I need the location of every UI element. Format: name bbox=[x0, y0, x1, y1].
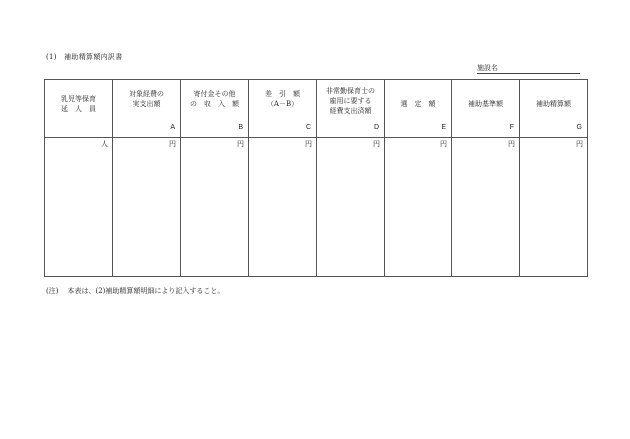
footnote bbox=[46, 286, 224, 296]
unit-label: 円 bbox=[373, 140, 380, 148]
header-line: 対象経費の bbox=[129, 90, 164, 98]
unit-label: 円 bbox=[169, 140, 176, 148]
column-header-infant-care-person-days bbox=[45, 80, 113, 138]
header-row bbox=[45, 80, 588, 138]
column-letter: D bbox=[373, 124, 379, 131]
unit-label: 円 bbox=[576, 140, 583, 148]
unit-label: 円 bbox=[237, 140, 244, 148]
form-title: (1) 補助精算額内訳書 bbox=[46, 53, 123, 61]
facility-name-field[interactable] bbox=[477, 64, 580, 74]
header-line: の 収 入 額 bbox=[190, 100, 239, 108]
header-line: 補助基準額 bbox=[468, 100, 503, 108]
column-letter: G bbox=[576, 124, 582, 131]
header-line: 延 人 員 bbox=[61, 105, 96, 113]
column-letter: F bbox=[509, 124, 514, 131]
header-line: 雇用に要する bbox=[329, 97, 372, 105]
cell-actual-expenditure[interactable] bbox=[113, 138, 181, 277]
cell-subsidy-settlement-amount[interactable] bbox=[520, 138, 588, 277]
cell-subsidy-standard-amount[interactable] bbox=[452, 138, 520, 277]
footnote-text: 本表は、(2)補助精算額明細により記入すること。 bbox=[67, 287, 225, 295]
unit-label: 人 bbox=[101, 140, 108, 148]
column-header-part-time-staff-expenses bbox=[317, 80, 385, 138]
column-header-subsidy-standard-amount bbox=[452, 80, 520, 138]
cell-part-time-staff-expenses[interactable] bbox=[317, 138, 385, 277]
header-line: 差 引 額 bbox=[265, 90, 300, 98]
header-line: 経費支出済額 bbox=[329, 107, 372, 115]
column-header-difference bbox=[249, 80, 317, 138]
header-line: 実支出額 bbox=[132, 100, 161, 108]
cell-infant-care-person-days[interactable] bbox=[45, 138, 113, 277]
column-letter: C bbox=[305, 124, 311, 131]
header-line: 選 定 額 bbox=[400, 100, 436, 108]
column-letter: B bbox=[238, 124, 243, 131]
unit-label: 円 bbox=[508, 140, 515, 148]
column-header-actual-expenditure bbox=[113, 80, 181, 138]
column-letter: A bbox=[170, 124, 175, 131]
header-line: （A－B） bbox=[266, 100, 299, 108]
settlement-breakdown-table bbox=[44, 79, 588, 277]
column-header-subsidy-settlement-amount bbox=[520, 80, 588, 138]
header-line: 乳児等保育 bbox=[61, 95, 96, 103]
header-line: 非常勤保育士の bbox=[326, 87, 375, 95]
column-header-donations-other-income bbox=[181, 80, 249, 138]
cell-donations-other-income[interactable] bbox=[181, 138, 249, 277]
unit-label: 円 bbox=[305, 140, 312, 148]
header-line: 補助精算額 bbox=[536, 100, 571, 108]
column-letter: E bbox=[441, 124, 446, 131]
column-header-selected-amount bbox=[385, 80, 452, 138]
header-line: 寄付金その他 bbox=[193, 90, 236, 98]
cell-difference[interactable] bbox=[249, 138, 317, 277]
facility-name-label: 施設名 bbox=[477, 64, 498, 72]
cell-selected-amount[interactable] bbox=[385, 138, 452, 277]
unit-label: 円 bbox=[440, 140, 447, 148]
footnote-label: (注) bbox=[46, 287, 59, 295]
entry-row bbox=[45, 138, 588, 277]
